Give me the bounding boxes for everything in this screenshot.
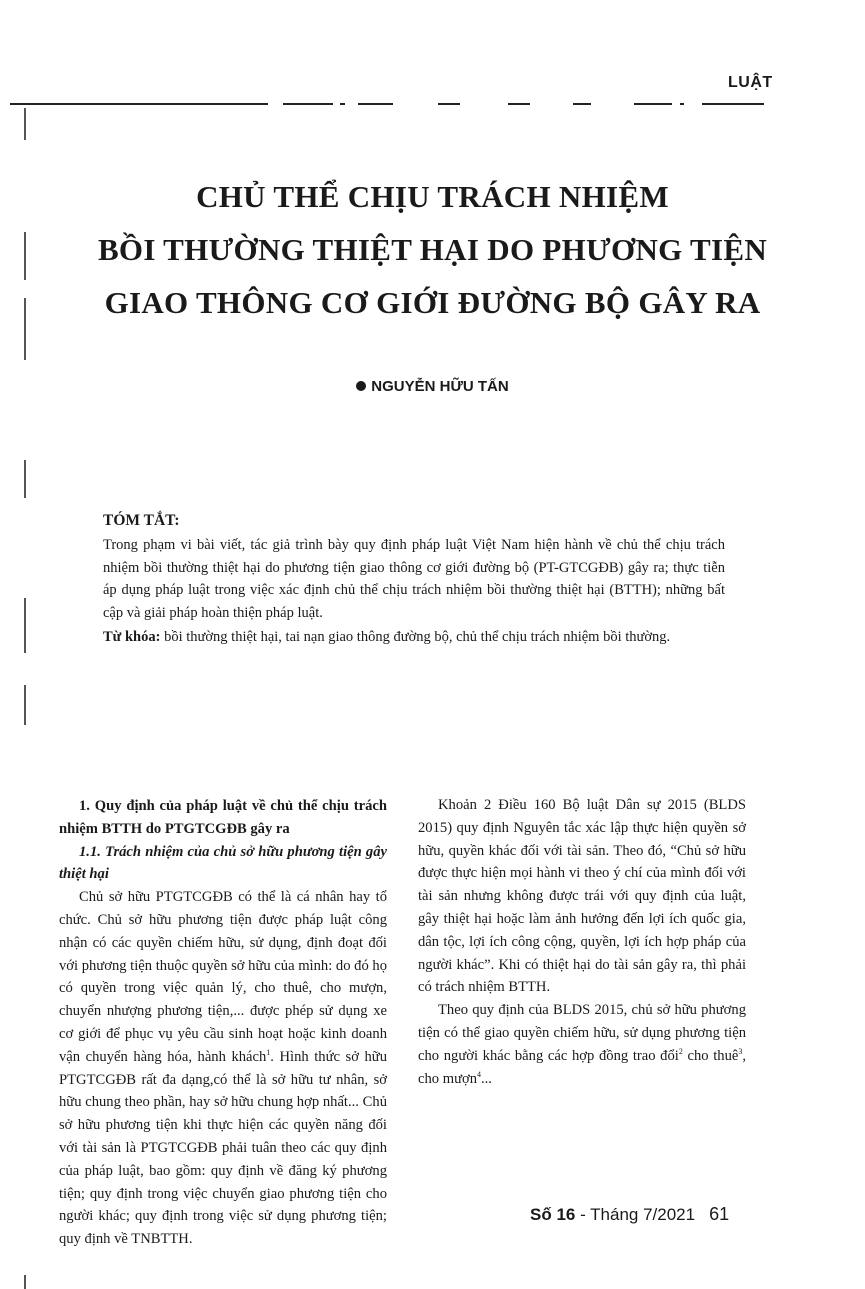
paragraph-2: Khoản 2 Điều 160 Bộ luật Dân sự 2015 (BLDS 2015) quy định Nguyên tắc xác lập thực hiện quyền sở hữu, quyền khác đối với tài sản. Theo đó, “Chủ sở hữu được thực hiện mọi hành vi theo ý chí của mình đối với tài sản nhưng không được trái với quy định của luật, gây thiệt hại hoặc làm ảnh hưởng đến lợi ích quốc gia, dân tộc, lợi ích công cộng, quyền, lợi ích hợp pháp của người khác”. Khi có thiệt hại do tài sản gây ra, thì phải có trách nhiệm BTTH. <box>418 797 746 996</box>
paragraph-1-text-cont: . Hình thức sở hữu PTGTCGĐB rất đa dạng,có thể là sở hữu tư nhân, sở hữu chung theo phần, hay sở hữu chung hợp nhất... Chủ sở hữu phương tiện khi thực hiện các quyền năng đối với tài sản là PTGTCGĐB phải tuân theo các quy định của pháp luật, bao gồm: quy định về đăng ký phương tiện; quy định trong việc chuyển giao phương tiện cho người khác; quy định trong việc sử dụng phương tiện; quy định về TNBTTH. <box>59 1048 387 1248</box>
footnote-ref-3: 3 <box>738 1046 743 1056</box>
abstract-heading: TÓM TẮT: <box>103 512 180 529</box>
footnote-ref-4: 4 <box>477 1069 481 1079</box>
paragraph-3-text-d: ... <box>481 1070 492 1087</box>
title-line-3: GIAO THÔNG CƠ GIỚI ĐƯỜNG BỘ GÂY RA <box>104 285 761 320</box>
body-column-right <box>418 794 746 1090</box>
footnote-ref-2: 2 <box>678 1046 683 1056</box>
title-line-1: CHỦ THỂ CHỊU TRÁCH NHIỆM <box>196 179 669 214</box>
author-line <box>0 378 865 395</box>
bullet-icon <box>356 381 366 391</box>
footer-separator: - <box>575 1205 591 1224</box>
footnote-ref-1: 1 <box>266 1047 271 1057</box>
page-footer <box>530 1204 729 1225</box>
paragraph-3-text-b: cho thuê <box>682 1047 739 1064</box>
subsection-heading-1-1: 1.1. Trách nhiệm của chủ sở hữu phương tiện gây thiệt hại <box>59 843 387 883</box>
issue-number: Số 16 <box>530 1205 576 1224</box>
page-number: 61 <box>709 1204 730 1224</box>
section-heading-1: 1. Quy định của pháp luật về chủ thể chịu trách nhiệm BTTH do PTGTCGĐB gây ra <box>59 798 387 837</box>
keywords-label: Từ khóa: <box>103 629 161 645</box>
title-line-2: BỒI THƯỜNG THIỆT HẠI DO PHƯƠNG TIỆN <box>97 232 768 267</box>
paragraph-1 <box>59 886 387 1251</box>
paragraph-3-text: Theo quy định của BLDS 2015, chủ sở hữu phương tiện có thể giao quyền chiếm hữu, sử dụng phương tiện cho người khác bằng các hợp đồng trao đổi <box>418 1002 746 1064</box>
paragraph-1-text: Chủ sở hữu PTGTCGĐB có thể là cá nhân hay tổ chức. Chủ sở hữu phương tiện được pháp luật công nhận có các quyền chiếm hữu, sử dụng, định đoạt đối với phương tiện thuộc quyền sở hữu của mình: do đó họ có quyền trong việc quản lý, cho thuê, cho mượn, chuyển nhượng phương tiện,... được phép sử dụng xe cơ giới để phục vụ yêu cầu sinh hoạt hoặc kinh doanh vận chuyển hàng hóa, hành khách <box>59 889 387 1065</box>
article-title <box>40 170 825 329</box>
keywords-text: bồi thường thiệt hại, tai nạn giao thông đường bộ, chủ thể chịu trách nhiệm bồi thường. <box>160 629 671 645</box>
paragraph-3-text-c: , cho mượn <box>418 1047 747 1087</box>
author-name: NGUYỄN HỮU TẤN <box>371 378 509 395</box>
abstract <box>103 534 725 649</box>
issue-date: Tháng 7/2021 <box>590 1205 696 1224</box>
keywords <box>103 626 725 649</box>
body-column-left <box>59 795 387 1251</box>
section-label: LUẬT <box>728 74 773 91</box>
paragraph-3 <box>418 999 746 1090</box>
abstract-text: Trong phạm vi bài viết, tác giả trình bày quy định pháp luật Việt Nam hiện hành về chủ thể chịu trách nhiệm bồi thường thiệt hại do phương tiện giao thông cơ giới đường bộ (PT-GTCGĐB) gây ra; thực tiễn áp dụng pháp luật trong việc xác định chủ thể chịu trách nhiệm bồi thường thiệt hại (BTTH); những bất cập và giải pháp hoàn thiện pháp luật. <box>103 537 725 621</box>
